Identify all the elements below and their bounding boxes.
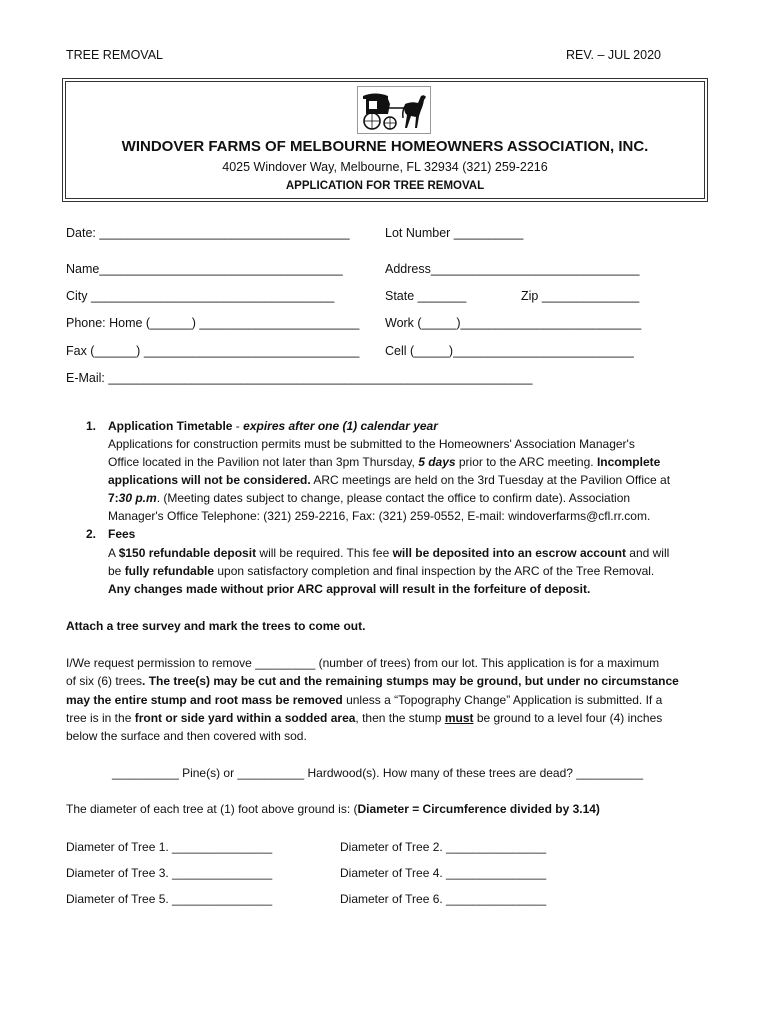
expiry-note: expires after one (1) calendar year (243, 419, 438, 433)
name-field[interactable]: Name___________________________________ (66, 262, 343, 276)
diameter-tree-5-field[interactable]: Diameter of Tree 5. _______________ (66, 892, 273, 906)
fax-field[interactable]: Fax (______) _______________________________ (66, 344, 360, 358)
doc-label: TREE REMOVAL (66, 48, 164, 62)
section-2-number: 2. (86, 527, 97, 541)
address-field[interactable]: Address______________________________ (385, 262, 640, 276)
association-name: WINDOVER FARMS OF MELBOURNE HOMEOWNERS ASSOCIATION, INC. (121, 138, 649, 155)
tree-count-line[interactable]: __________ Pine(s) or __________ Hardwood(s). How many of these trees are dead? __________ (112, 766, 644, 780)
diameter-instructions: The diameter of each tree at (1) foot above ground is: (Diameter = Circumference divided by 3.14) (66, 802, 600, 816)
form-title: APPLICATION FOR TREE REMOVAL (285, 180, 485, 192)
section-1-heading: Application Timetable - expires after one (1) calendar year (108, 419, 438, 433)
horse-carriage-icon (357, 86, 431, 134)
request-paragraph: I/We request permission to remove _________ (number of trees) from our lot. This application is for a maximum of six (6) trees. The tree(s) may be cut and the remaining stumps may be ground, but under no circumstance may the entire stump and root mass be removed unless a “Topography Change” Application is submitted. If a tree is in the front or side yard within a sodded area, then the stump must be ground to a level four (4) inches below the surface and then covered with sod. (66, 656, 679, 744)
section-1-title: Application Timetable (108, 419, 233, 433)
email-field[interactable]: E-Mail: _____________________________________________________________ (66, 371, 533, 385)
section-1-number: 1. (86, 419, 97, 433)
cell-phone-field[interactable]: Cell (_____)__________________________ (385, 344, 634, 358)
work-phone-field[interactable]: Work (_____)__________________________ (385, 316, 642, 330)
timetable-paragraph: Applications for construction permits must be submitted to the Homeowners' Association Manager's Office located in the Pavilion not later than 3pm Thursday, 5 days prior to the ARC meeting. Incomplete applications will not be considered. ARC meetings are held on the 3rd Tuesday at the Pavilion Office at 7:30 p.m. (Meeting dates subject to change, please contact the office to confirm date). Association Manager's Office Telephone: (321) 259-2216, Fax: (321) 259-0552, E-mail: windoverfarms@cfl.rr.com. (108, 437, 671, 523)
city-field[interactable]: City ___________________________________ (66, 289, 335, 303)
diameter-tree-3-field[interactable]: Diameter of Tree 3. _______________ (66, 866, 273, 880)
state-field[interactable]: State _______ (385, 289, 467, 303)
fees-paragraph: A $150 refundable deposit will be required. This fee will be deposited into an escrow account and will be fully refundable upon satisfactory completion and final inspection by the ARC of the Tree Removal. Any changes made without prior ARC approval will result in the forfeiture of deposit. (108, 546, 670, 596)
date-field[interactable]: Date: ____________________________________ (66, 226, 350, 240)
diameter-tree-4-field[interactable]: Diameter of Tree 4. _______________ (340, 866, 547, 880)
revision-label: REV. – JUL 2020 (566, 48, 661, 62)
section-2-title: Fees (108, 527, 136, 541)
diameter-tree-6-field[interactable]: Diameter of Tree 6. _______________ (340, 892, 547, 906)
home-phone-field[interactable]: Phone: Home (______) _______________________ (66, 316, 360, 330)
zip-field[interactable]: Zip ______________ (521, 289, 640, 303)
diameter-tree-1-field[interactable]: Diameter of Tree 1. _______________ (66, 840, 273, 854)
attach-survey-note: Attach a tree survey and mark the trees to come out. (66, 619, 366, 633)
lot-number-field[interactable]: Lot Number __________ (385, 226, 524, 240)
association-address: 4025 Windover Way, Melbourne, FL 32934 (321) 259-2216 (222, 160, 548, 174)
diameter-tree-2-field[interactable]: Diameter of Tree 2. _______________ (340, 840, 547, 854)
